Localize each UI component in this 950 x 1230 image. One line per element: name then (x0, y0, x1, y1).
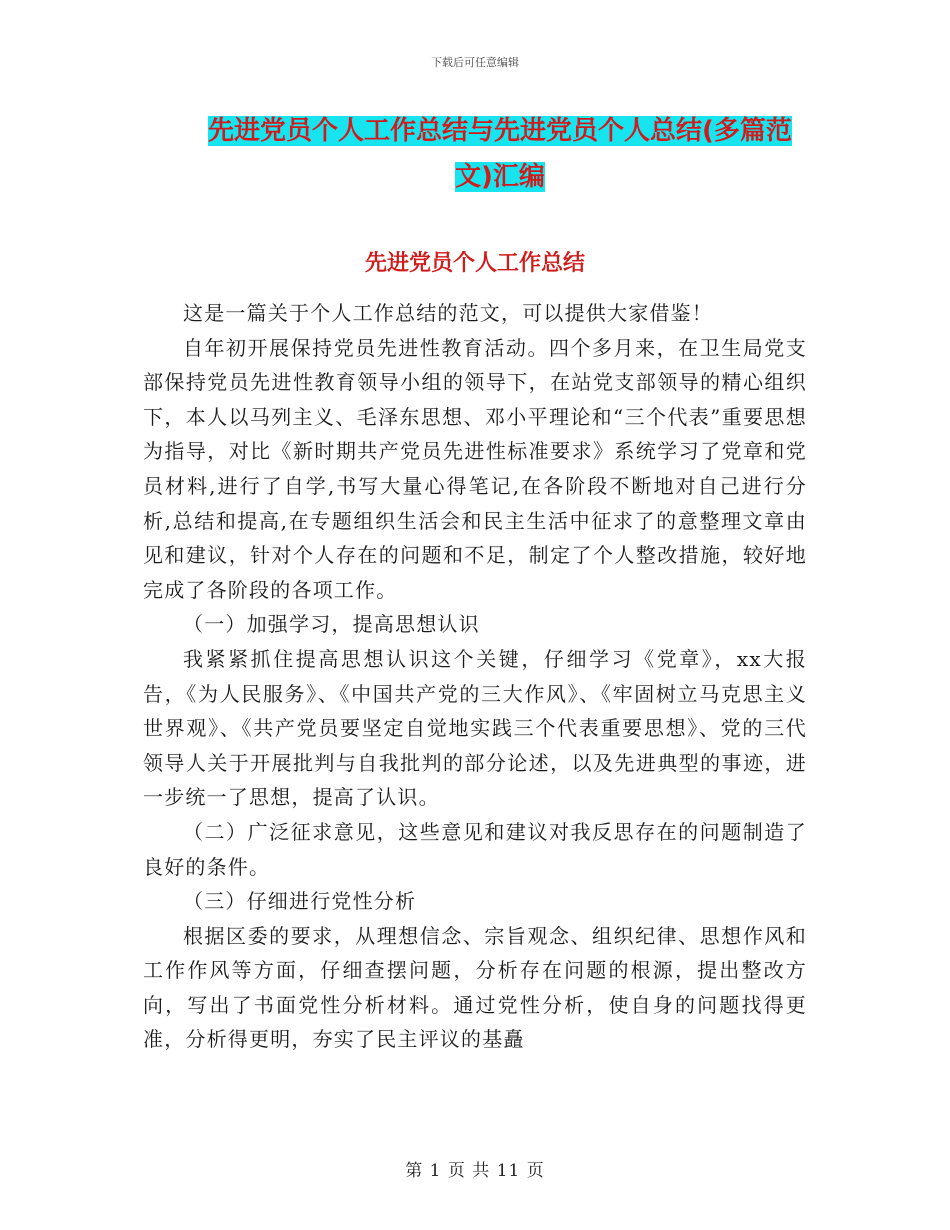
subheading-study: （一）加强学习，提高思想认识 (183, 612, 480, 637)
paragraph-analysis: 根据区委的要求，从理想信念、宗旨观念、组织纪律、思想作风和工作作风等方面，仔细查摆问题，分析存在问题的根源，提出整改方向，写出了书面党性分析材料。通过党性分析，使自身的问题找得更准，分析得更明，夯实了民主评议的基矗 (143, 923, 807, 1052)
subheading-feedback: （二）广泛征求意见，这些意见和建议对我反思存在的问题制造了良好的条件。 (143, 819, 807, 879)
page-header-note: 下载后可任意编辑 (431, 56, 519, 69)
document-title-text: 先进党员个人工作总结与先进党员个人总结(多篇范文)汇编 (208, 116, 792, 192)
subheading-analysis: （三）仔细进行党性分析 (183, 889, 417, 914)
section-title: 先进党员个人工作总结 (364, 251, 585, 276)
document-body (143, 296, 807, 1057)
paragraph-overview: 自年初开展保持党员先进性教育活动。四个多月来，在卫生局党支部保持党员先进性教育领导小组的领导下，在站党支部领导的精心组织下，本人以马列主义、毛泽东思想、邓小平理论和“三个代表”重要思想为指导，对比《新时期共产党员先进性标准要求》系统学习了党章和党员材料,进行了自学,书写大量心得笔记,在各阶段不断地对自己进行分析,总结和提高,在专题组织生活会和民主生活中征求了的意整理文章由见和建议，针对个人存在的问题和不足，制定了个人整改措施，较好地完成了各阶段的各项工作。 (143, 335, 807, 602)
document-title (200, 108, 800, 200)
paragraph-study: 我紧紧抓住提高思想认识这个关键，仔细学习《党章》，xx大报告，《为人民服务》、《中国共产党的三大作风》、《牢固树立马克思主义世界观》、《共产党员要坚定自觉地实践三个代表重要思想》、党的三代领导人关于开展批判与自我批判的部分论述，以及先进典型的事迹，进一步统一了思想，提高了认识。 (143, 646, 807, 810)
paragraph-intro: 这是一篇关于个人工作总结的范文，可以提供大家借鉴！ (183, 301, 713, 325)
page-number: 第 1 页 共 11 页 (405, 1161, 545, 1181)
